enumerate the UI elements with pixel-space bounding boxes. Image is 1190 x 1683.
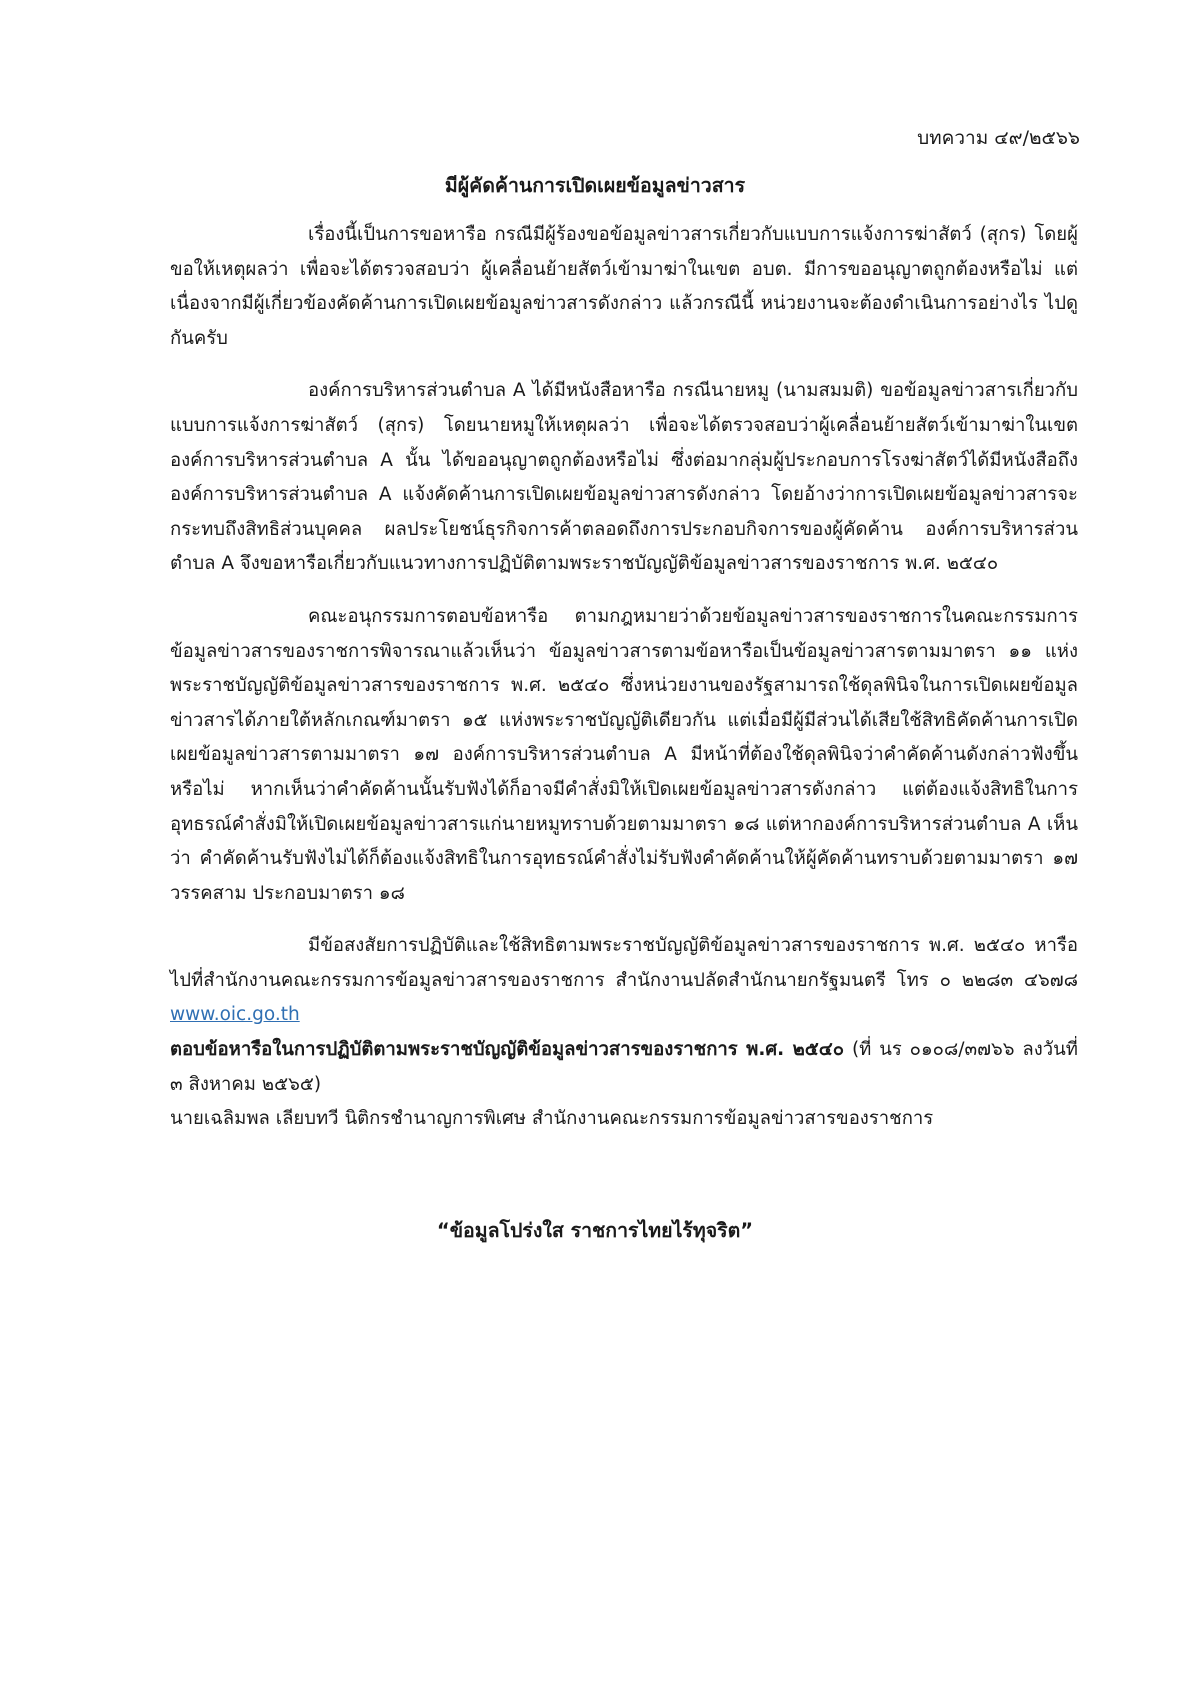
document-title: มีผู้คัดค้านการเปิดเผยข้อมูลข่าวสาร bbox=[444, 174, 746, 197]
paragraph-case: องค์การบริหารส่วนตำบล A ได้มีหนังสือหารือ กรณีนายหมู (นามสมมติ) ขอข้อมูลข่าวสารเกี่ยวกับแบบการแจ้งการฆ่าสัตว์ (สุกร) โดยนายหมูให้เหตุผลว่า เพื่อจะได้ตรวจสอบว่าผู้เคลื่อนย้ายสัตว์เข้ามาฆ่าในเขตองค์การบริหารส่วนตำบล A นั้น ได้ขออนุญาตถูกต้องหรือไม่ ซึ่งต่อมากลุ่มผู้ประกอบการโรงฆ่าสัตว์ได้มีหนังสือถึงองค์การบริหารส่วนตำบล A แจ้งคัดค้านการเปิดเผยข้อมูลข่าวสารดังกล่าว โดยอ้างว่าการเปิดเผยข้อมูลข่าวสารจะกระทบถึงสิทธิส่วนบุคคล ผลประโยชน์ธุรกิจการค้าตลอดถึงการประกอบกิจการของผู้คัดค้าน องค์การบริหารส่วนตำบล A จึงขอหารือเกี่ยวกับแนวทางการปฏิบัติตามพระราชบัญญัติข้อมูลข่าวสารของราชการ พ.ศ. ๒๕๔๐ bbox=[170, 380, 1078, 575]
reference bbox=[170, 1033, 1078, 1102]
document-body bbox=[170, 218, 1078, 1137]
paragraph-opinion: คณะอนุกรรมการตอบข้อหารือ ตามกฎหมายว่าด้วยข้อมูลข่าวสารของราชการในคณะกรรมการข้อมูลข่าวสารของราชการพิจารณาแล้วเห็นว่า ข้อมูลข่าวสารตามข้อหารือเป็นข้อมูลข่าวสารตามมาตรา ๑๑ แห่งพระราชบัญญัติข้อมูลข่าวสารของราชการ พ.ศ. ๒๕๔๐ ซึ่งหน่วยงานของรัฐสามารถใช้ดุลพินิจในการเปิดเผยข้อมูลข่าวสารได้ภายใต้หลักเกณฑ์มาตรา ๑๕ แห่งพระราชบัญญัติเดียวกัน แต่เมื่อมีผู้มีส่วนได้เสียใช้สิทธิคัดค้านการเปิดเผยข้อมูลข่าวสารตามมาตรา ๑๗ องค์การบริหารส่วนตำบล A มีหน้าที่ต้องใช้ดุลพินิจว่าคำคัดค้านดังกล่าวฟังขึ้นหรือไม่ หากเห็นว่าคำคัดค้านนั้นรับฟังได้ก็อาจมีคำสั่งมิให้เปิดเผยข้อมูลข่าวสารดังกล่าว แต่ต้องแจ้งสิทธิในการอุทธรณ์คำสั่งมิให้เปิดเผยข้อมูลข่าวสารแก่นายหมูทราบด้วยตามมาตรา ๑๘ แต่หากองค์การบริหารส่วนตำบล A เห็นว่า คำคัดค้านรับฟังไม่ได้ก็ต้องแจ้งสิทธิในการอุทธรณ์คำสั่งไม่รับฟังคำคัดค้านให้ผู้คัดค้านทราบด้วยตามมาตรา ๑๗ วรรคสาม ประกอบมาตรา ๑๘ bbox=[170, 605, 1078, 904]
slogan: “ข้อมูลโปร่งใส ราชการไทยไร้ทุจริต” bbox=[436, 1219, 754, 1242]
contact-info bbox=[170, 929, 1078, 1033]
article-number: บทความ ๔๙/๒๕๖๖ bbox=[917, 127, 1080, 149]
reference-detail: (ที่ นร ๐๑๐๘/๓๗๖๖ ลงวันที่ ๓ สิงหาคม ๒๕๖๕) bbox=[170, 1039, 1078, 1095]
author-line: นายเฉลิมพล เลียบทวี นิติกรชำนาญการพิเศษ สำนักงานคณะกรรมการข้อมูลข่าวสารของราชการ bbox=[170, 1108, 934, 1130]
reference-title: ตอบข้อหารือในการปฏิบัติตามพระราชบัญญัติข้อมูลข่าวสารของราชการ พ.ศ. ๒๕๔๐ bbox=[170, 1039, 845, 1061]
contact-text: มีข้อสงสัยการปฏิบัติและใช้สิทธิตามพระราชบัญญัติข้อมูลข่าวสารของราชการ พ.ศ. ๒๕๔๐ หารือไปที่สำนักงานคณะกรรมการข้อมูลข่าวสารของราชการ สำนักงานปลัดสำนักนายกรัฐมนตรี โทร ๐ ๒๒๘๓ ๔๖๗๘ bbox=[170, 935, 1078, 991]
paragraph-intro: เรื่องนี้เป็นการขอหารือ กรณีมีผู้ร้องขอข้อมูลข่าวสารเกี่ยวกับแบบการแจ้งการฆ่าสัตว์ (สุกร) โดยผู้ขอให้เหตุผลว่า เพื่อจะได้ตรวจสอบว่า ผู้เคลื่อนย้ายสัตว์เข้ามาฆ่าในเขต อบต. มีการขออนุญาตถูกต้องหรือไม่ แต่เนื่องจากมีผู้เกี่ยวข้องคัดค้านการเปิดเผยข้อมูลข่าวสารดังกล่าว แล้วกรณีนี้ หน่วยงานจะต้องดำเนินการอย่างไร ไปดูกันครับ bbox=[170, 224, 1078, 349]
oic-website-link[interactable]: www.oic.go.th bbox=[170, 1004, 300, 1026]
